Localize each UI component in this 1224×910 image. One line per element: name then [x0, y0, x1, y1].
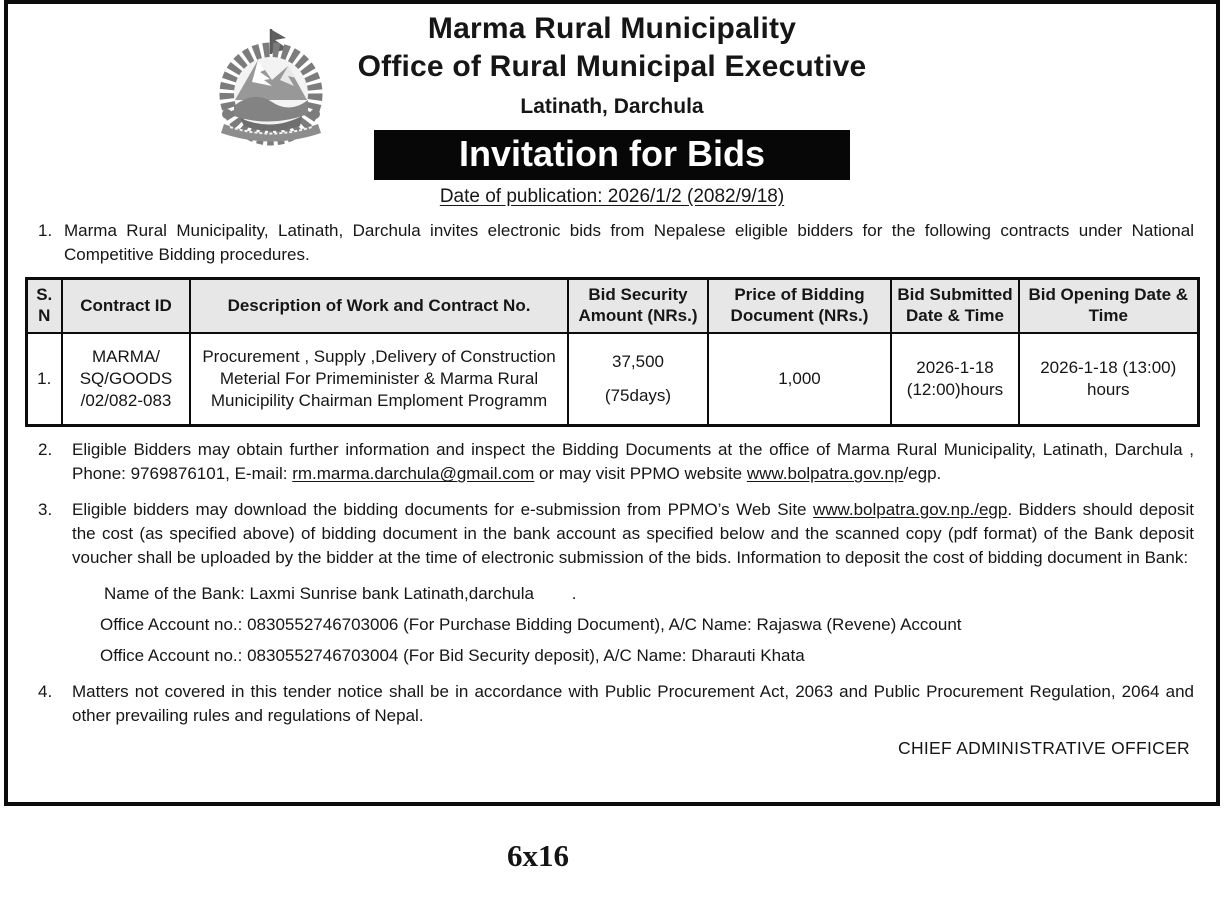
letterhead — [8, 4, 1216, 120]
signatory-title: CHIEF ADMINISTRATIVE OFFICER — [898, 738, 1190, 759]
cell-description: Procurement , Supply ,Delivery of Construction Meterial For Primeminister & Marma Rural Municipility Chairman Emploment Programm — [190, 333, 568, 426]
item-text — [72, 438, 1194, 487]
table-row — [26, 333, 1198, 426]
publication-date-text: Date of publication: 2026/1/2 (2082/9/18) — [439, 185, 785, 207]
municipality-name: Marma Rural Municipality — [427, 12, 797, 45]
emblem-graphic — [204, 26, 338, 146]
ppmo-website-link[interactable]: www.bolpatra.gov.np — [746, 464, 904, 484]
cell-doc-price: 1,000 — [708, 333, 891, 426]
col-header-doc-price: Price of Bidding Document (NRs.) — [708, 279, 891, 334]
item-number: 4. — [38, 681, 53, 701]
bank-account-line-2: Office Account no.: 0830552746703004 (For Bid Security deposit), A/C Name: Dharauti Khata — [100, 646, 805, 666]
office-location: Latinath, Darchula — [520, 94, 704, 118]
cell-bid-security — [568, 333, 708, 426]
list-item-1 — [38, 219, 1194, 268]
item-3-text-b: . Bidders should deposit the cost (as specified above) of bidding document in the bank account as specified below and the scanned copy (pdf format) of the Bank deposit voucher shall be uploaded by the bidder at the time of electronic submission of the bids. Information to deposit the cost of bidding document in Bank: — [72, 499, 1194, 568]
col-header-bid-security: Bid Security Amount (NRs.) — [568, 279, 708, 334]
bolpatra-egp-link[interactable]: www.bolpatra.gov.np./egp — [812, 499, 1008, 519]
cell-contract-id: MARMA/ SQ/GOODS /02/082-083 — [62, 333, 190, 426]
nepal-emblem-logo — [204, 26, 338, 146]
table-header-row — [26, 279, 1198, 334]
publication-date-line — [8, 186, 1216, 208]
col-header-description: Description of Work and Contract No. — [190, 279, 568, 334]
item-3-text-a: Eligible bidders may download the bidding documents for e-submission from PPMO’s Web Site — [72, 499, 813, 519]
item-text — [72, 498, 1194, 571]
list-item-2 — [38, 438, 1194, 487]
bids-table — [25, 277, 1200, 427]
cell-bid-submitted: 2026-1-18 (12:00)hours — [891, 333, 1019, 426]
list-item-3 — [38, 498, 1194, 571]
col-header-contract-id: Contract ID — [62, 279, 190, 334]
cell-bid-opening: 2026-1-18 (13:00) hours — [1019, 333, 1198, 426]
col-header-bid-opening: Bid Opening Date & Time — [1019, 279, 1198, 334]
bid-security-amount: 37,500 — [612, 352, 664, 372]
item-number: 3. — [38, 499, 53, 519]
item-number: 2. — [38, 440, 53, 460]
bank-details — [8, 582, 1216, 669]
list-item-4 — [38, 680, 1194, 729]
notice-border-box — [4, 0, 1220, 806]
bank-account-line-1: Office Account no.: 0830552746703006 (For Purchase Bidding Document), A/C Name: Rajaswa (Revene) Account — [100, 614, 962, 634]
cell-sn: 1. — [26, 333, 62, 426]
item-text: Matters not covered in this tender notice shall be in accordance with Public Procurement Act, 2063 and Public Procurement Regulation, 2064 and other prevailing rules and regulations of Nepal. — [72, 681, 1194, 725]
item-2-text-b: or may visit PPMO website — [534, 464, 747, 484]
col-header-bid-submitted: Bid Submitted Date & Time — [891, 279, 1019, 334]
item-2-text-a: Eligible Bidders may obtain further information and inspect the Bidding Documents at the office of Marma Rural Municipality, Latinath, Darchula , Phone: 9769876101, E-mail: — [72, 440, 1194, 484]
item-number: 1. — [38, 220, 53, 240]
ad-size-label: 6x16 — [507, 838, 569, 873]
item-2-text-c: /egp. — [903, 464, 942, 484]
banner-row — [8, 130, 1216, 180]
bank-name-line: Name of the Bank: Laxmi Sunrise bank Latinath,darchula . — [104, 583, 577, 603]
office-name: Office of Rural Municipal Executive — [357, 50, 867, 84]
item-text: Marma Rural Municipality, Latinath, Darchula invites electronic bids from Nepalese eligible bidders for the following contracts under National Competitive Bidding procedures. — [64, 220, 1194, 264]
col-header-sn: S. N — [26, 279, 62, 334]
email-link[interactable]: rm.marma.darchula@gmail.com — [292, 464, 535, 484]
bid-security-validity: (75days) — [604, 386, 672, 406]
invitation-for-bids-banner: Invitation for Bids — [374, 130, 850, 180]
